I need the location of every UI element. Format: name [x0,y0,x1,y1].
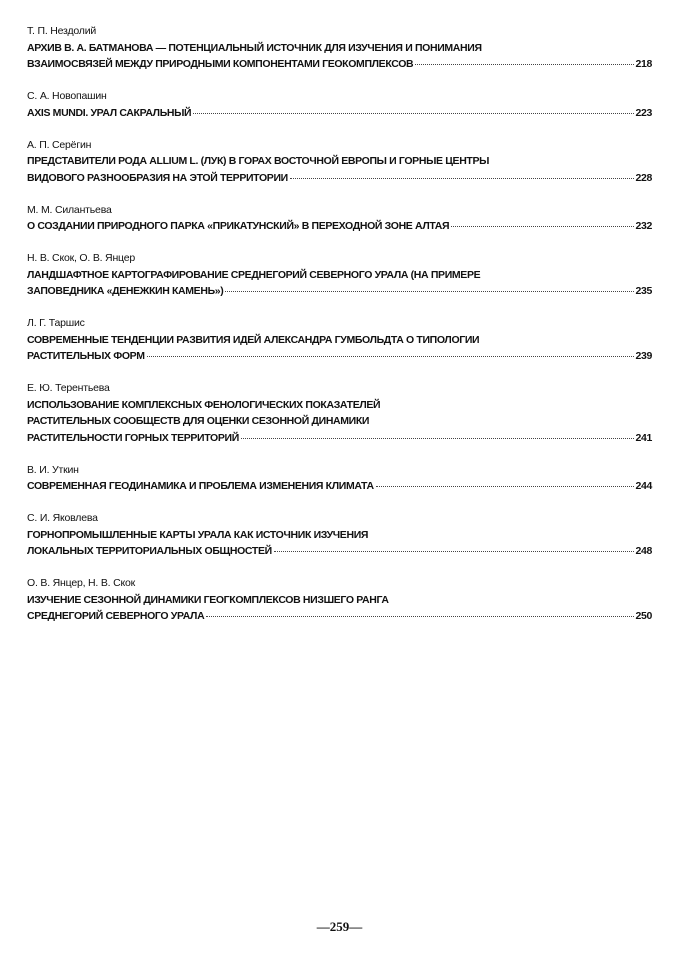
entry-title-last-line [27,543,652,560]
entry-title-line: РАСТИТЕЛЬНОСТИ ГОРНЫХ ТЕРРИТОРИЙ [27,431,239,444]
entry-author: М. М. Силантьева [27,203,112,216]
entry-author: А. П. Серёгин [27,138,92,151]
entry-title-line: ЛОКАЛЬНЫХ ТЕРРИТОРИАЛЬНЫХ ОБЩНОСТЕЙ [27,545,272,557]
entry-title-last-line [27,105,652,122]
entry-page-number: 250 [635,610,652,622]
entry-author: С. А. Новопашин [27,90,107,102]
entry-title-line: ВИДОВОГО РАЗНООБРАЗИЯ НА ЭТОЙ ТЕРРИТОРИИ [27,171,288,184]
toc-entry [27,462,652,495]
entry-title-last-line [27,56,652,73]
toc-entry [27,380,652,446]
entry-title-line: О СОЗДАНИИ ПРИРОДНОГО ПАРКА «ПРИКАТУНСКИЙ» В ПЕРЕХОДНОЙ ЗОНЕ АЛТАЯ [27,220,450,232]
entry-page-number: 244 [635,480,652,492]
page-number: —259— [316,919,363,934]
entry-page-number: 235 [635,285,652,297]
entry-author: Л. Г. Таршис [27,317,85,329]
toc-entry [27,202,652,235]
dot-leader [290,178,634,179]
entry-title-line: ЗАПОВЕДНИКА «ДЕНЕЖКИН КАМЕНЬ») [27,285,224,297]
entry-title-line: СОВРЕМЕННЫЕ ТЕНДЕНЦИИ РАЗВИТИЯ ИДЕЙ АЛЕКСАНДРА ГУМБОЛЬДТА О ТИПОЛОГИИ [27,333,480,346]
dot-leader [206,616,633,617]
table-of-contents [27,23,652,640]
entry-author: В. И. Уткин [27,463,79,476]
entry-title-line: РАСТИТЕЛЬНЫХ ФОРМ [27,350,145,362]
entry-author: С. И. Яковлева [27,512,98,524]
toc-entry [27,88,652,121]
entry-title-line: ВЗАИМОСВЯЗЕЙ МЕЖДУ ПРИРОДНЫМИ КОМПОНЕНТАМИ ГЕОКОМПЛЕКСОВ [27,58,414,70]
entry-title-line: AXIS MUNDI. УРАЛ САКРАЛЬНЫЙ [27,106,192,119]
entry-page-number: 248 [635,545,652,557]
entry-page-number: 239 [635,350,652,362]
toc-entry [27,575,652,625]
entry-title-last-line [27,283,652,300]
entry-title-last-line [27,608,652,625]
dot-leader [415,64,633,65]
dot-leader [241,438,634,439]
entry-title-last-line [27,348,652,365]
toc-entry [27,137,652,187]
entry-author: Е. Ю. Терентьева [27,382,110,394]
entry-page-number: 223 [635,106,652,119]
toc-entry [27,315,652,365]
entry-title-line: ПРЕДСТАВИТЕЛИ РОДА ALLIUM L. (ЛУК) В ГОРАХ ВОСТОЧНОЙ ЕВРОПЫ И ГОРНЫЕ ЦЕНТРЫ [27,155,490,167]
entry-title-last-line [27,430,652,447]
toc-entry [27,250,652,300]
entry-title-last-line [27,218,652,235]
entry-title-line: ЛАНДШАФТНОЕ КАРТОГРАФИРОВАНИЕ СРЕДНЕГОРИЙ СЕВЕРНОГО УРАЛА (НА ПРИМЕРЕ [27,268,481,281]
entry-page-number: 218 [635,58,652,70]
entry-title-last-line [27,170,652,187]
entry-title-line: ИСПОЛЬЗОВАНИЕ КОМПЛЕКСНЫХ ФЕНОЛОГИЧЕСКИХ ПОКАЗАТЕЛЕЙ [27,398,381,411]
toc-entry [27,510,652,560]
entry-title-line: РАСТИТЕЛЬНЫХ СООБЩЕСТВ ДЛЯ ОЦЕНКИ СЕЗОННОЙ ДИНАМИКИ [27,415,370,427]
dot-leader [376,486,634,487]
entry-author: Н. В. Скок, О. В. Янцер [27,252,136,264]
entry-author: Т. П. Нездолий [27,25,97,37]
entry-page-number: 232 [635,220,652,232]
entry-title-line: АРХИВ В. А. БАТМАНОВА — ПОТЕНЦИАЛЬНЫЙ ИСТОЧНИК ДЛЯ ИЗУЧЕНИЯ И ПОНИМАНИЯ [27,41,482,54]
dot-leader [147,356,634,357]
entry-title-line: СРЕДНЕГОРИЙ СЕВЕРНОГО УРАЛА [27,610,205,622]
dot-leader [193,113,633,114]
entry-page-number: 241 [635,431,652,444]
entry-title-last-line [27,478,652,495]
toc-entry [27,23,652,73]
entry-title-line: СОВРЕМЕННАЯ ГЕОДИНАМИКА И ПРОБЛЕМА ИЗМЕНЕНИЯ КЛИМАТА [27,480,374,492]
dot-leader [451,226,633,227]
entry-author: О. В. Янцер, Н. В. Скок [27,577,136,589]
dot-leader [225,291,633,292]
entry-page-number: 228 [635,171,652,184]
entry-title-line: ИЗУЧЕНИЕ СЕЗОННОЙ ДИНАМИКИ ГЕОГКОМПЛЕКСОВ НИЗШЕГО РАНГА [27,593,389,606]
entry-title-line: ГОРНОПРОМЫШЛЕННЫЕ КАРТЫ УРАЛА КАК ИСТОЧНИК ИЗУЧЕНИЯ [27,528,369,541]
dot-leader [274,551,634,552]
